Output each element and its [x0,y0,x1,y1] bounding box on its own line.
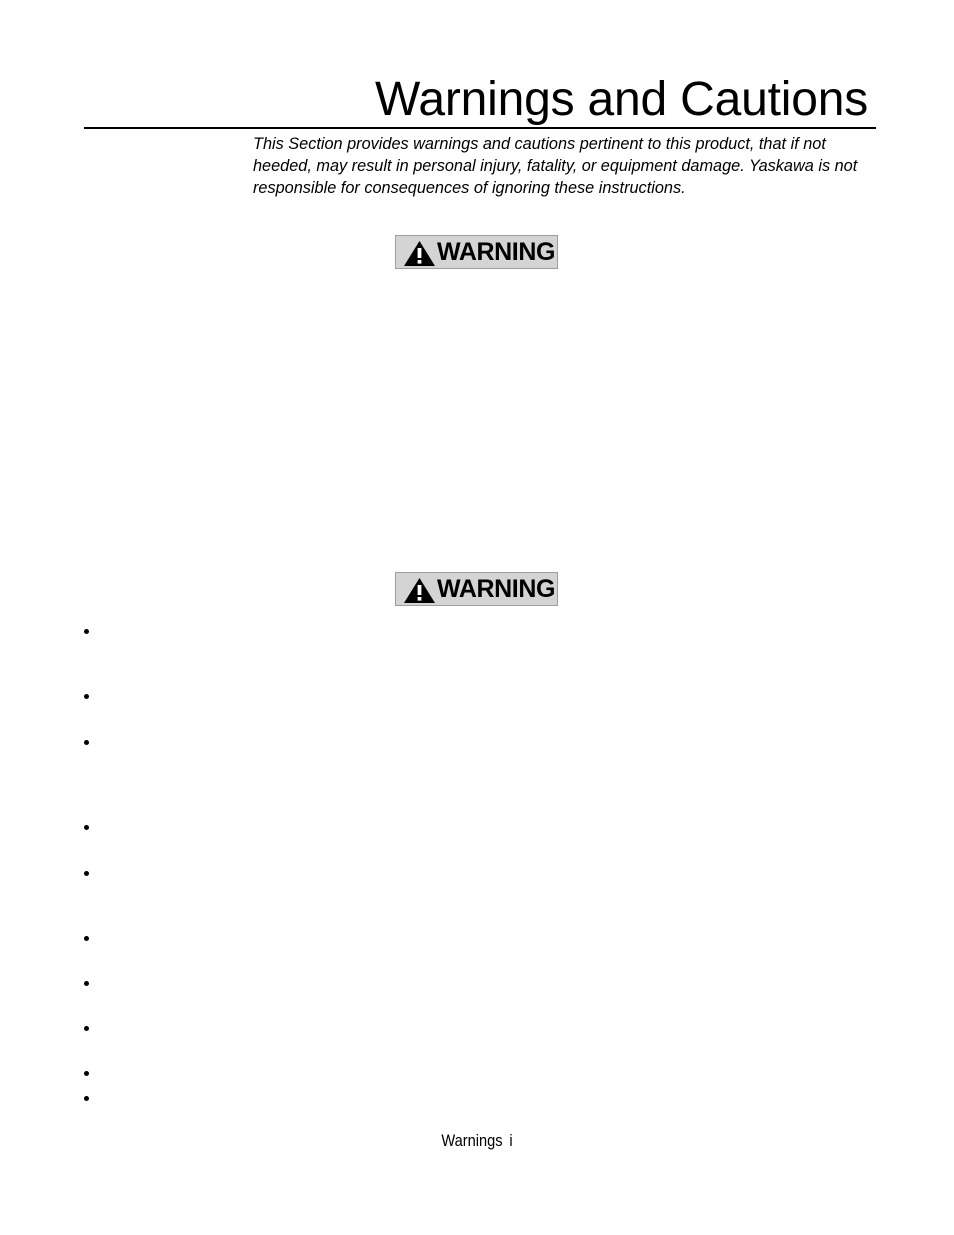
bullet-icon [84,740,89,745]
warning-label: WARNING [437,238,556,266]
warning-badge [395,235,558,269]
bullet-icon [84,1071,89,1076]
page-footer [67,1131,887,1151]
list-item [84,934,94,944]
list-item [84,1069,94,1079]
bullet-icon [84,871,89,876]
bullet-icon [84,825,89,830]
bullet-icon [84,981,89,986]
bullet-icon [84,1026,89,1031]
list-item [84,869,94,879]
list-item [84,823,94,833]
warning-label: WARNING [437,575,556,603]
bullet-icon [84,694,89,699]
page-number: i [509,1131,513,1150]
list-item [84,738,94,748]
title-divider [84,127,876,129]
bullet-icon [84,936,89,941]
page-title: Warnings and Cautions [375,73,868,126]
warning-triangle-icon [403,240,436,267]
footer-section-label: Warnings [441,1131,503,1150]
list-item [84,1094,94,1104]
warning-triangle-icon [403,577,436,604]
bullet-icon [84,1096,89,1101]
intro-paragraph: This Section provides warnings and cautions pertinent to this product, that if not heeded, may result in personal injury, fatality, or equipment damage. Yaskawa is not responsible for consequences of ignoring these instructions. [253,135,858,197]
list-item [84,979,94,989]
warning-badge [395,572,558,606]
list-item [84,1024,94,1034]
list-item [84,627,94,637]
bullet-icon [84,629,89,634]
list-item [84,692,94,702]
